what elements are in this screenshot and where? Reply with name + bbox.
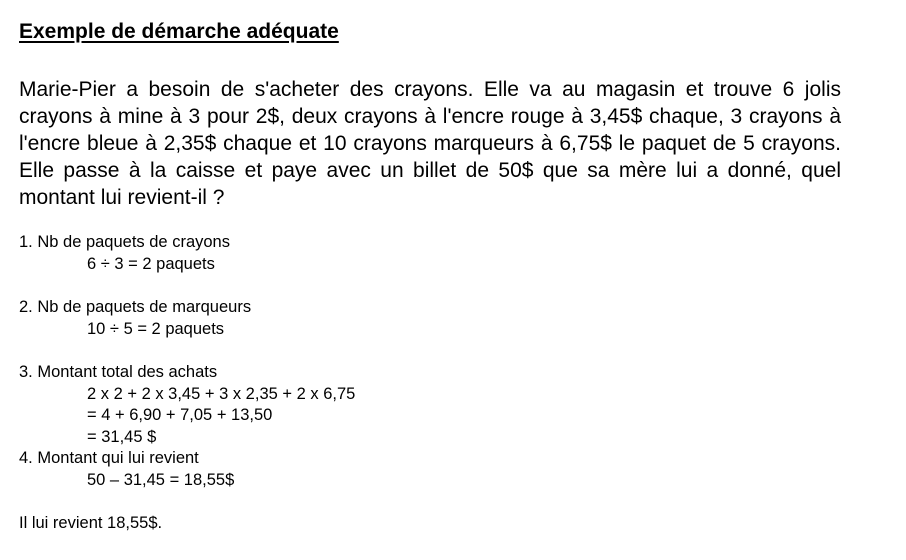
calculation-line: 2 x 2 + 2 x 3,45 + 3 x 2,35 + 2 x 6,75 xyxy=(87,384,356,403)
step-3 xyxy=(19,362,841,448)
step-heading: 2. Nb de paquets de marqueurs xyxy=(19,298,252,316)
solution-steps xyxy=(19,232,841,491)
calculation-line: 10 ÷ 5 = 2 paquets xyxy=(87,319,225,338)
calculation-line: = 4 + 6,90 + 7,05 + 13,50 xyxy=(87,406,273,424)
step-heading: 4. Montant qui lui revient xyxy=(19,449,199,467)
spacer xyxy=(19,340,841,362)
step-4 xyxy=(19,448,841,491)
conclusion: Il lui revient 18,55$. xyxy=(19,514,163,532)
problem-statement: Marie-Pier a besoin de s'acheter des crayons. Elle va au magasin et trouve 6 jolis crayons à mine à 3 pour 2$, deux crayons à l'encre rouge à 3,45$ chaque, 3 crayons à l'encre bleue à 2,35$ chaque et 10 crayons marqueurs à 6,75$ le paquet de 5 crayons. Elle passe à la caisse et paye avec un billet de 50$ que sa mère lui a donné, quel montant lui revient-il ? xyxy=(19,78,841,209)
calculation-line: = 31,45 $ xyxy=(87,427,157,446)
document-page xyxy=(19,18,841,551)
spacer xyxy=(19,275,841,297)
step-1 xyxy=(19,232,841,275)
calculation-line: 50 – 31,45 = 18,55$ xyxy=(87,470,235,489)
step-heading: 1. Nb de paquets de crayons xyxy=(19,233,230,251)
step-2 xyxy=(19,297,841,340)
step-heading: 3. Montant total des achats xyxy=(19,363,218,381)
page-title: Exemple de démarche adéquate xyxy=(19,20,339,43)
calculation-line: 6 ÷ 3 = 2 paquets xyxy=(87,254,215,273)
